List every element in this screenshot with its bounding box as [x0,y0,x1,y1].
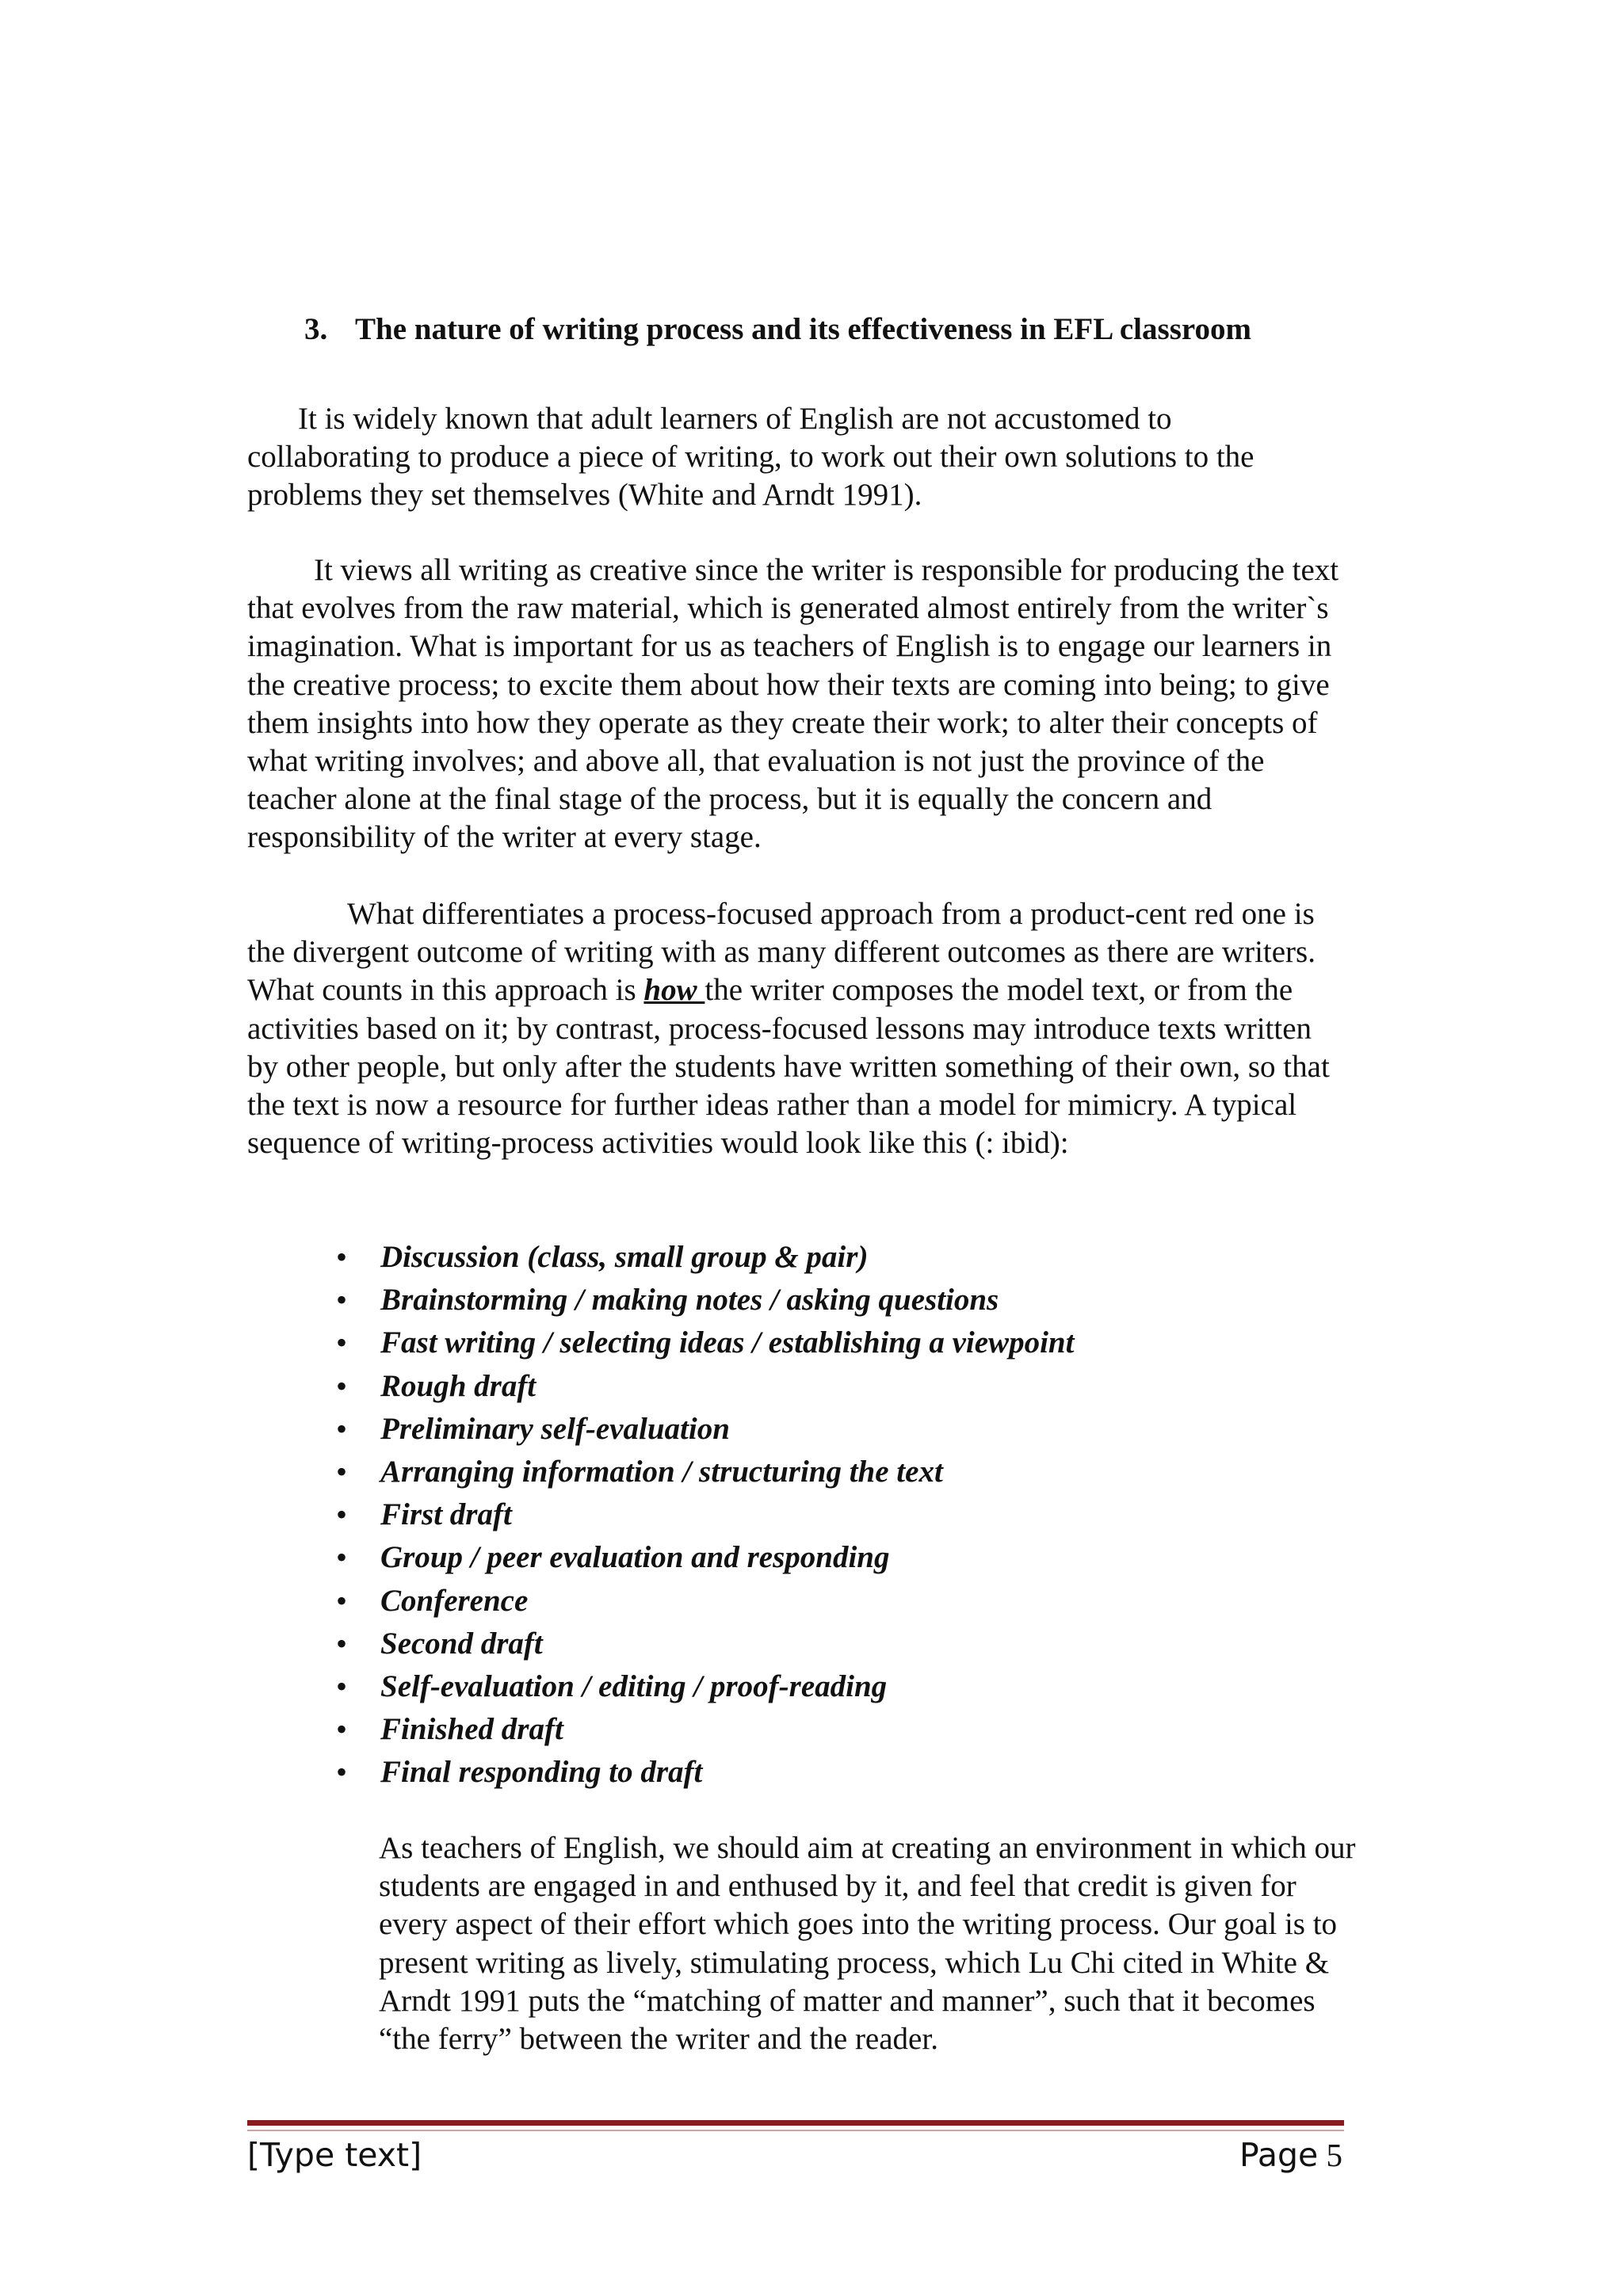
list-item [317,1580,1347,1623]
list-item [317,1665,1347,1708]
bullet-icon: • [336,1239,348,1275]
paragraph-process-approach-part2: the writer composes the model text, or from the activities based on it; by contrast, process-focused lessons may introduce texts written by other people, but only after the students have written something of their own, so that the text is now a resource for further ideas rather than a model for mimicry. A typical sequence of writing-process activities would look like this (: ibid): [247,973,1330,1161]
list-item [317,1623,1347,1665]
list-item [317,1322,1347,1364]
bullet-icon: • [336,1410,348,1447]
bullet-icon: • [336,1582,348,1619]
footer-rule [247,2120,1344,2126]
list-item [317,1236,1347,1279]
page-label: Page [1239,2136,1319,2174]
list-item [317,1536,1347,1579]
list-item [317,1751,1347,1794]
page-number [1239,2133,1342,2177]
footer-rule-thin [247,2130,1344,2131]
bullet-icon: • [336,1754,348,1791]
list-item [317,1408,1347,1451]
list-item-text: Second draft [380,1626,543,1661]
list-item-text: Finished draft [380,1712,563,1747]
list-item [317,1708,1347,1751]
section-title: The nature of writing process and its effectiveness in EFL classroom [355,312,1251,346]
list-item-text: Discussion (class, small group & pair) [380,1240,869,1274]
list-item-text: Conference [380,1583,529,1618]
list-item-text: Final responding to draft [380,1755,703,1790]
page-number-value: 5 [1326,2137,1342,2173]
list-item-text: Rough draft [380,1368,537,1403]
bullet-icon: • [336,1367,348,1404]
section-heading [304,309,1414,350]
list-item-text: Fast writing / selecting ideas / establishing a viewpoint [380,1325,1075,1360]
bullet-icon: • [336,1539,348,1576]
list-item-text: Arranging information / structuring the text [380,1455,943,1489]
paragraph-process-approach-part1: What differentiates a process-focused approach from a product-cent red one is the divergent outcome of writing with as many different outcomes as there are writers. What counts in this approach is [247,897,1316,1008]
bullet-icon: • [336,1454,348,1490]
bullet-icon: • [336,1325,348,1361]
section-number: 3. [304,312,328,346]
bullet-icon: • [336,1497,348,1533]
paragraph-process-approach [247,895,1341,1162]
list-item-text: Brainstorming / making notes / asking questions [380,1283,999,1318]
list-item-text: Preliminary self-evaluation [380,1411,730,1446]
bullet-icon: • [336,1625,348,1661]
list-item [317,1365,1347,1408]
writing-process-steps-list [317,1236,1347,1794]
bullet-icon: • [336,1669,348,1705]
paragraph-conclusion: As teachers of English, we should aim at creating an environment in which our students are engaged in and enthused by it, and feel that credit is given for every aspect of their effort which goes into the writing process. Our goal is to present writing as lively, stimulating process, which Lu Chi cited in White & Arndt 1991 puts the “matching of matter and manner”, such that it becomes “the ferry” between the writer and the reader. [379,1831,1356,2057]
bullet-icon: • [336,1282,348,1318]
paragraph-creative-writing: It views all writing as creative since the writer is responsible for producing the text that evolves from the raw material, which is generated almost entirely from the writer`s imagination. What is important for us as teachers of English is to engage our learners in the creative process; to excite them about how their texts are coming into being; to give them insights into how they operate as they create their work; to alter their concepts of what writing involves; and above all, that evaluation is not just the province of the teacher alone at the final stage of the process, but it is equally the concern and responsibility of the writer at every stage. [247,553,1339,855]
paragraph-intro: It is widely known that adult learners of English are not accustomed to collaborating to produce a piece of writing, to work out their own solutions to the problems they set themselves (White and Arndt 1991). [247,402,1254,513]
footer-placeholder-text[interactable]: [Type text] [247,2136,422,2174]
list-item-text: Group / peer evaluation and responding [380,1540,890,1575]
list-item [317,1493,1347,1536]
emphasis-how: how [643,973,705,1008]
list-item-text: First draft [380,1497,512,1532]
list-item [317,1451,1347,1493]
list-item [317,1279,1347,1322]
bullet-icon: • [336,1711,348,1748]
list-item-text: Self-evaluation / editing / proof-reading [380,1669,888,1704]
